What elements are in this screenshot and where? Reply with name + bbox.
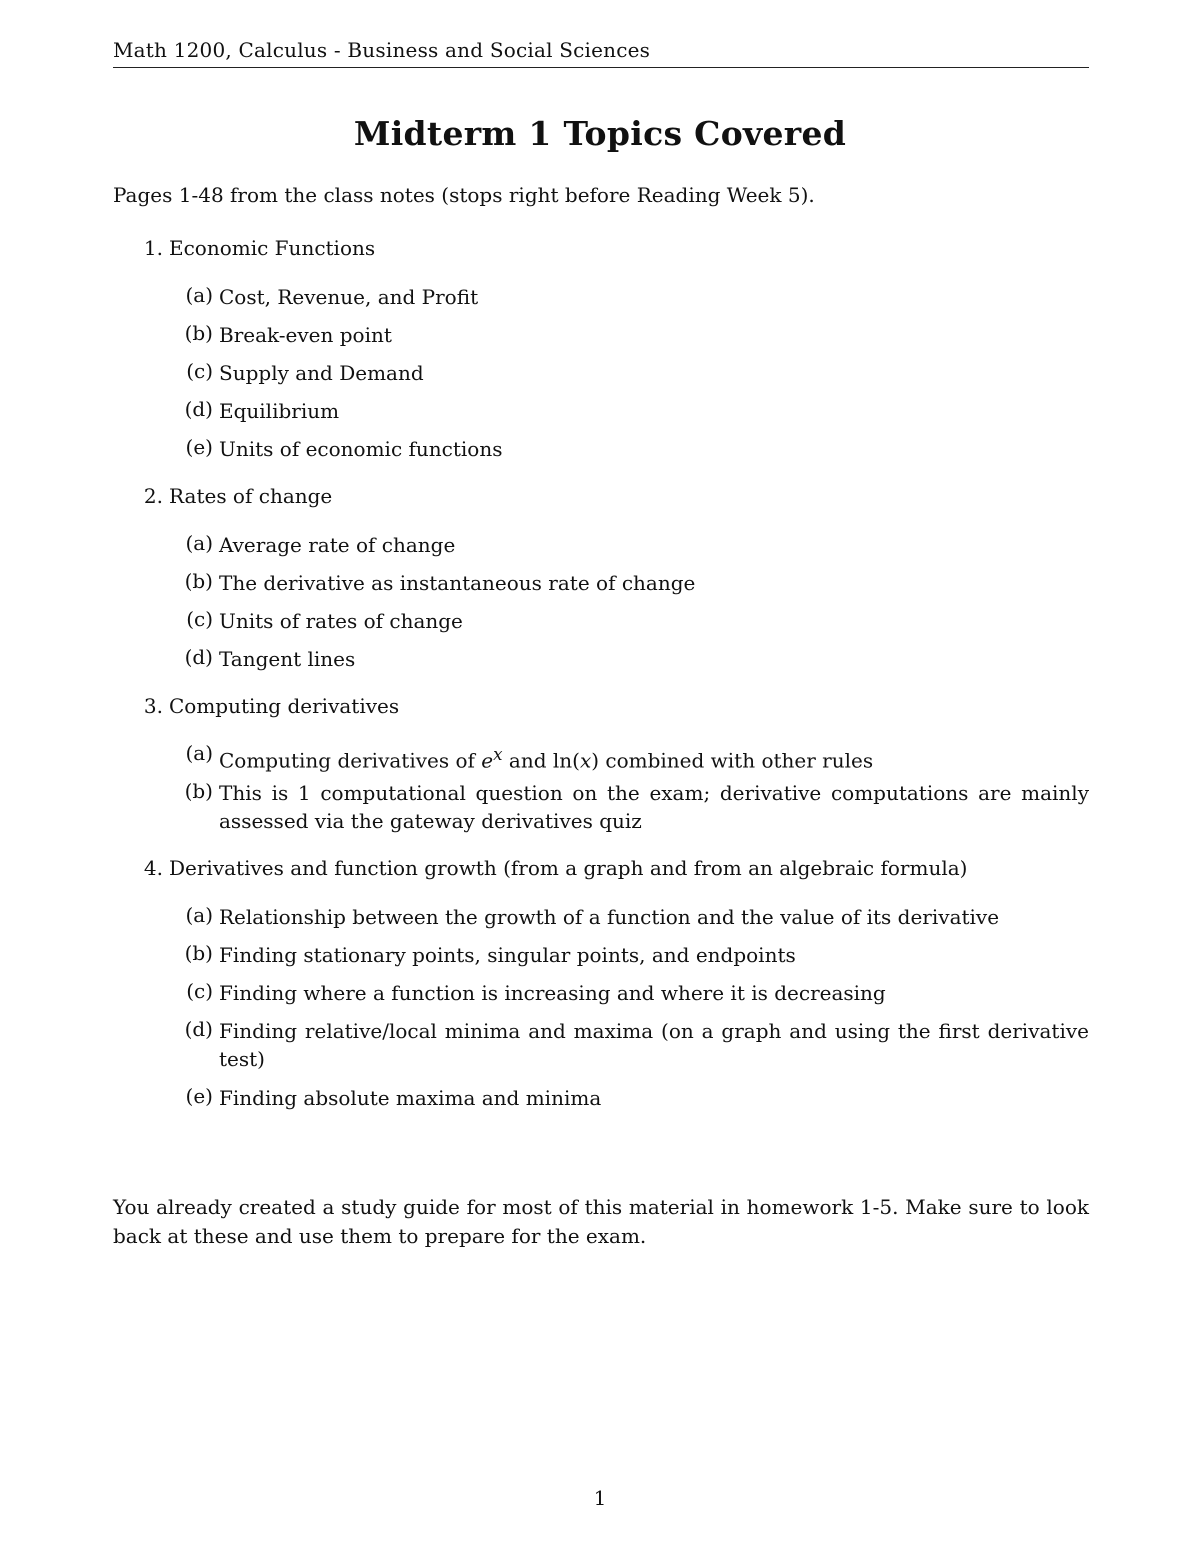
closing-text: You already created a study guide for most of this material in homework 1-5. Make sure to look back at these and use them to prepare for the exam.	[113, 1195, 1089, 1248]
item-letter: (d)	[184, 645, 213, 669]
topic-label: Rates of change	[169, 484, 333, 508]
item-text: Finding absolute maxima and minima	[219, 1086, 602, 1110]
item-text: Finding relative/local minima and maxima (on a graph and using the first derivative test)	[219, 1019, 1089, 1071]
item-letter: (e)	[185, 435, 213, 459]
page-number: 1	[593, 1486, 607, 1510]
item-text: Units of economic functions	[219, 437, 503, 461]
math-x: x	[579, 748, 592, 773]
item-letter: (b)	[184, 779, 213, 803]
item-text: Average rate of change	[219, 533, 456, 557]
item-text: The derivative as instantaneous rate of change	[219, 571, 696, 595]
item-text-before: Computing derivatives of	[219, 748, 482, 773]
topic-number: 4.	[143, 856, 163, 880]
topic-number: 3.	[143, 694, 163, 718]
topic-number: 1.	[143, 236, 163, 260]
item-text: Units of rates of change	[219, 609, 463, 633]
item-letter: (a)	[185, 531, 213, 555]
page-title: Midterm 1 Topics Covered	[353, 114, 847, 153]
item-text: Supply and Demand	[219, 361, 424, 385]
item-text: Finding where a function is increasing and where it is decreasing	[219, 981, 886, 1005]
math-exponent-x: x	[493, 745, 503, 764]
running-header: Math 1200, Calculus - Business and Social Sciences	[113, 38, 651, 62]
item-letter: (e)	[185, 1084, 213, 1108]
item-letter: (d)	[184, 397, 213, 421]
item-text: Tangent lines	[219, 647, 356, 671]
item-text-mid: and ln(	[502, 748, 580, 773]
topic-label: Economic Functions	[169, 236, 376, 260]
item-letter: (a)	[185, 741, 213, 765]
topic-label: Computing derivatives	[169, 694, 400, 718]
item-text: Finding stationary points, singular points, and endpoints	[219, 943, 796, 967]
item-letter: (c)	[186, 607, 213, 631]
math-e: e	[481, 748, 494, 773]
item-letter: (b)	[184, 569, 213, 593]
item-letter: (d)	[184, 1017, 213, 1041]
item-text	[219, 741, 1089, 775]
item-text: Equilibrium	[219, 399, 340, 423]
header-rule	[113, 67, 1089, 68]
item-text: This is 1 computational question on the exam; derivative computations are mainly assessed via the gateway derivatives quiz	[219, 781, 1089, 833]
item-letter: (c)	[186, 979, 213, 1003]
item-letter: (c)	[186, 359, 213, 383]
intro-text: Pages 1-48 from the class notes (stops right before Reading Week 5).	[113, 183, 815, 207]
topic-number: 2.	[143, 484, 163, 508]
item-text: Relationship between the growth of a function and the value of its derivative	[219, 905, 1000, 929]
item-letter: (a)	[185, 903, 213, 927]
item-letter: (b)	[184, 321, 213, 345]
item-text: Cost, Revenue, and Profit	[219, 285, 479, 309]
item-letter: (a)	[185, 283, 213, 307]
item-letter: (b)	[184, 941, 213, 965]
item-text: Break-even point	[219, 323, 392, 347]
item-text-after: ) combined with other rules	[591, 748, 874, 773]
topic-label: Derivatives and function growth (from a graph and from an algebraic formula)	[169, 856, 968, 880]
